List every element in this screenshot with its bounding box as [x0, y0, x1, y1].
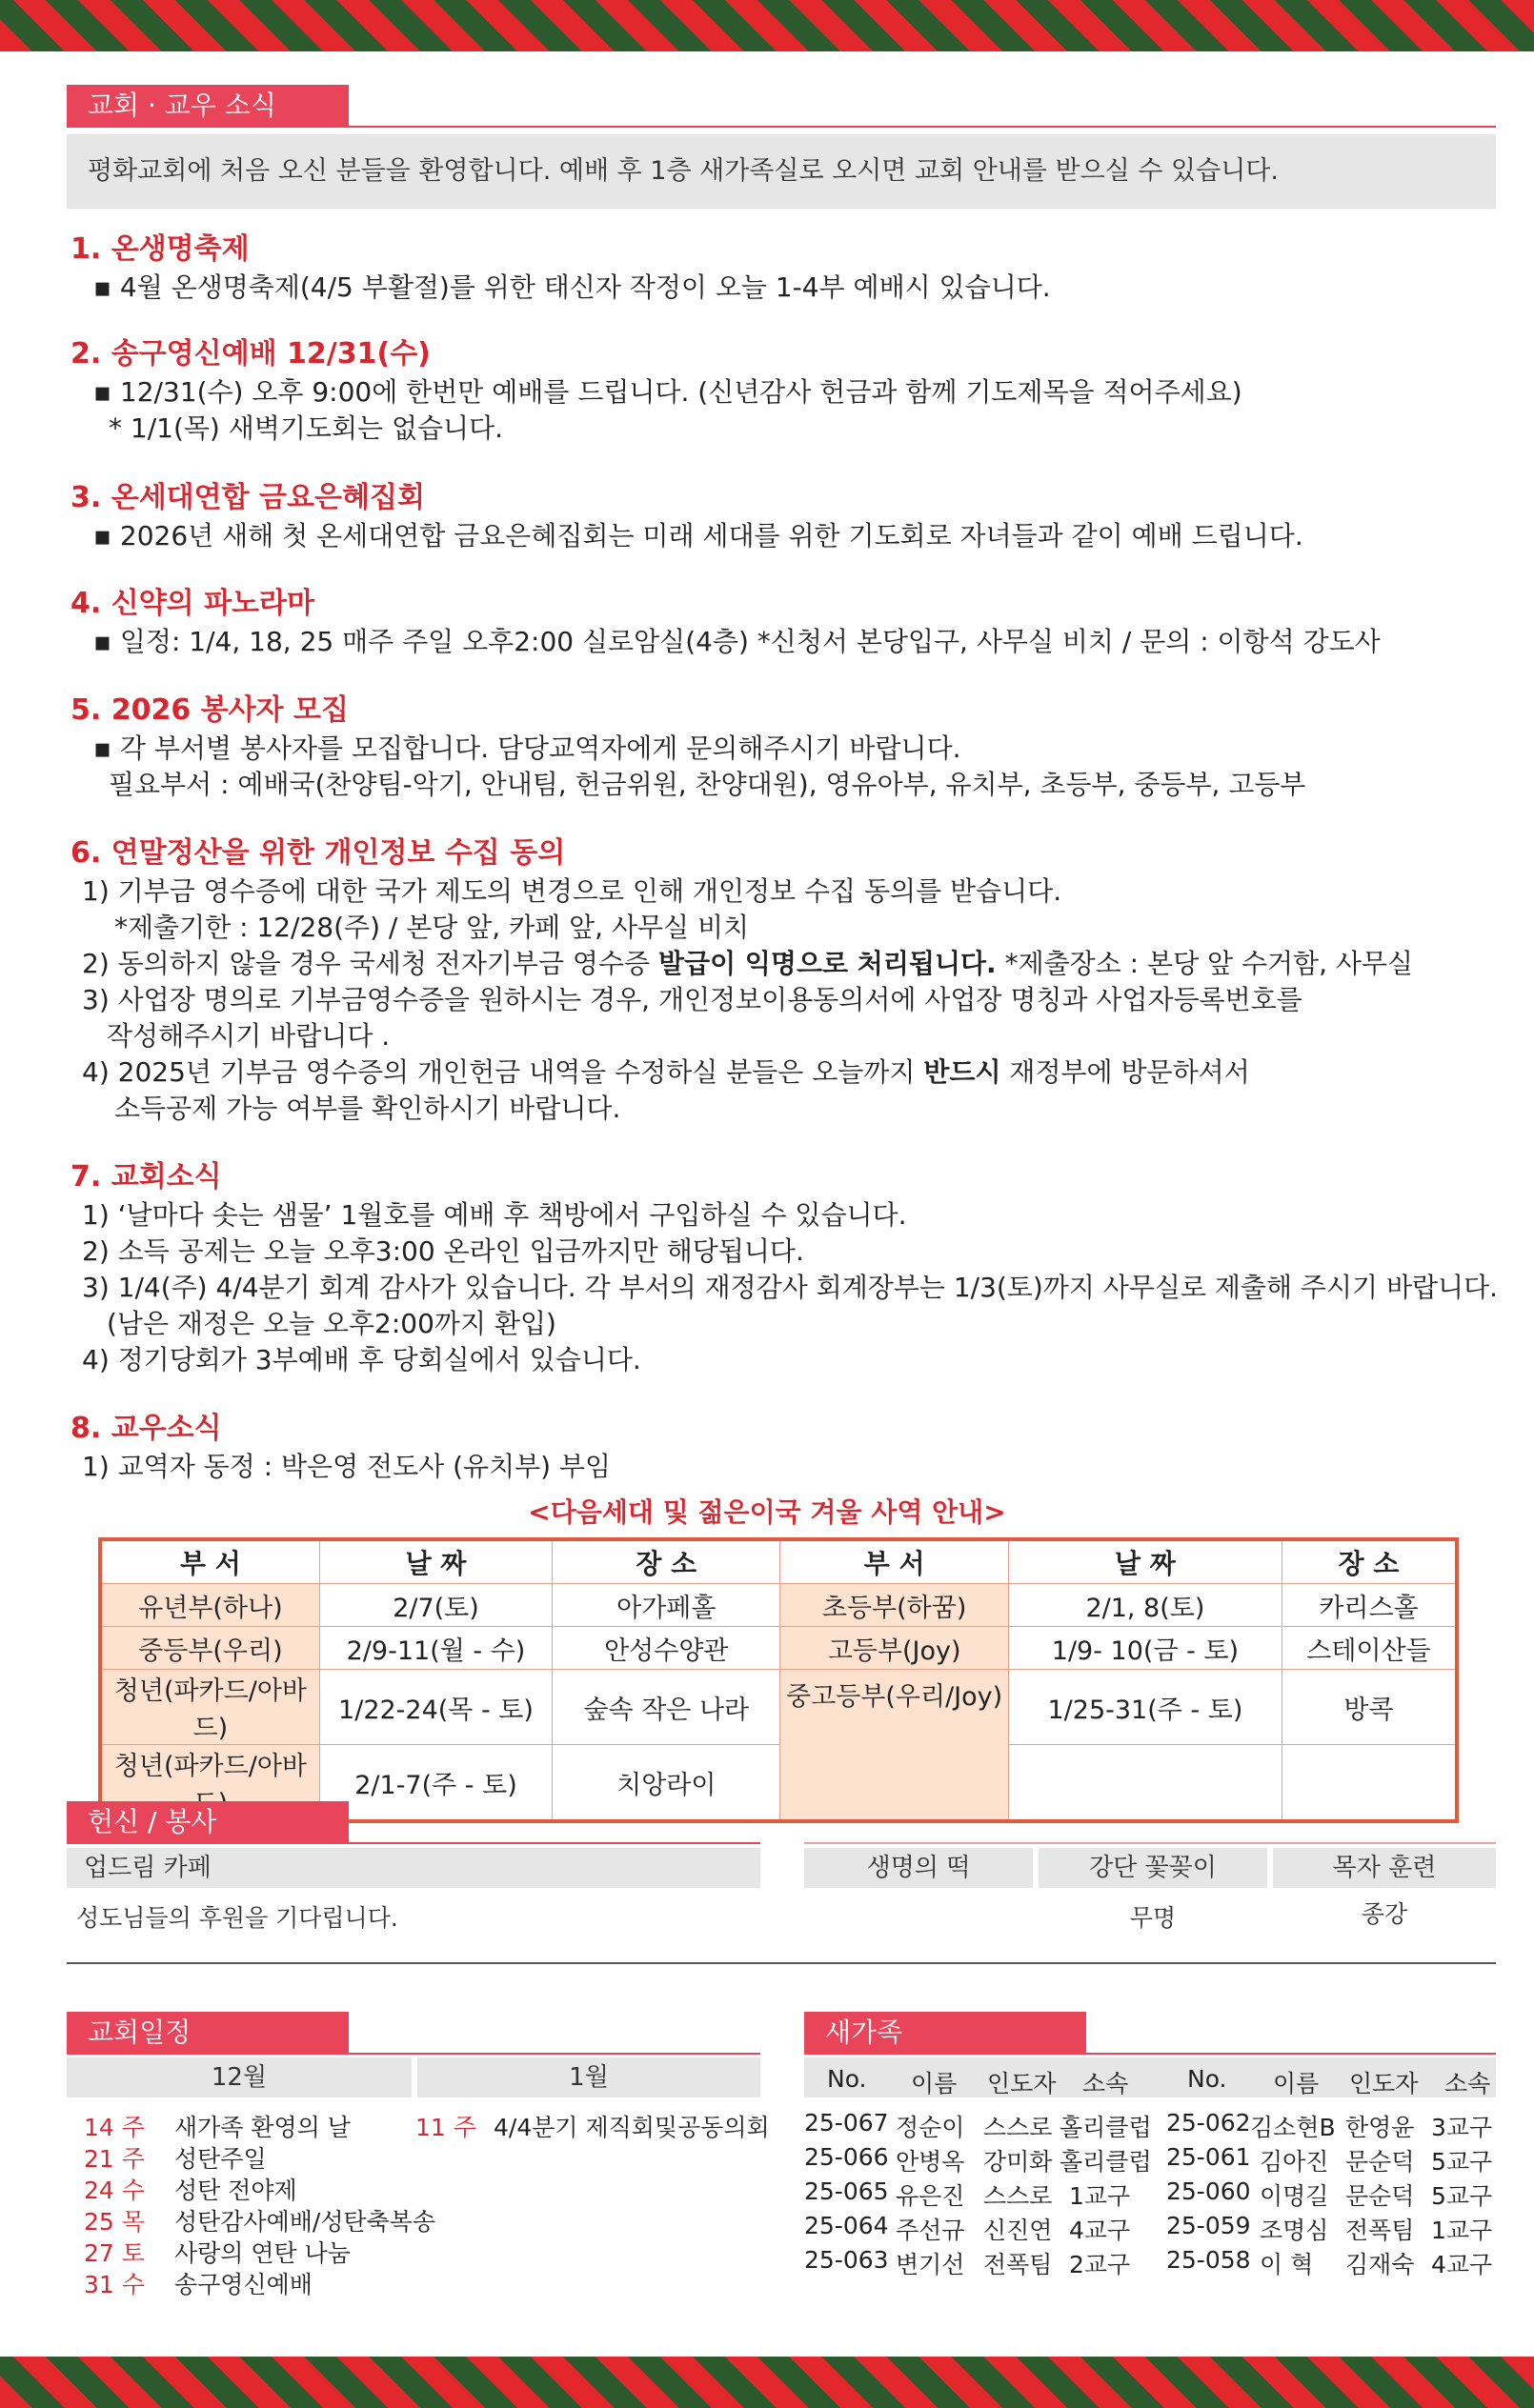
- section-2-note: * 1/1(목) 새벽기도회는 없습니다.: [109, 412, 504, 444]
- service-right-divider: [804, 1842, 1496, 1844]
- church-news-tag: 교회 · 교우 소식: [67, 85, 349, 127]
- header-date: 날 짜: [1008, 1539, 1282, 1584]
- table-row: 25-067 정순이 스스로 홀리클럽 25-062 김소현B 한영윤 3교구: [804, 2109, 1493, 2141]
- section-2-title: 2. 송구영신예배 12/31(수): [71, 337, 431, 371]
- new-family-header-row: No. 이름 인도자 소속 No. 이름 인도자 소속: [827, 2065, 1491, 2097]
- dept-cell: 유년부(하나): [100, 1584, 319, 1627]
- winter-schedule-title: <다음세대 및 젊은이국 겨울 사역 안내>: [528, 1496, 1006, 1528]
- section-6-line-2: 2) 동의하지 않을 경우 국세청 전자기부금 영수증 발급이 익명으로 처리됩니다. *제출장소 : 본당 앞 수거함, 사무실: [82, 948, 1414, 979]
- section-7-title: 7. 교회소식: [71, 1160, 222, 1194]
- calendar-item: 24 수 성탄 전야제: [84, 2177, 297, 2204]
- section-6-line-4b: 소득공제 가능 여부를 확인하시기 바랍니다.: [114, 1093, 621, 1124]
- section-2-line: ▪ 12/31(수) 오후 9:00에 한번만 예배를 드립니다. (신년감사 헌금과 함께 기도제목을 적어주세요): [93, 376, 1242, 408]
- service-divider: [67, 1842, 760, 1844]
- top-stripe-border: [0, 0, 1534, 51]
- section-1-title: 1. 온생명축제: [71, 232, 250, 266]
- welcome-banner: 평화교회에 처음 오신 분들을 환영합니다. 예배 후 1층 새가족실로 오시면 교회 안내를 받으실 수 있습니다.: [67, 134, 1496, 209]
- dept-cell: 청년(파카드/아바드): [100, 1670, 319, 1745]
- bottom-stripe-border: [0, 2357, 1534, 2408]
- table-header-row: [100, 1539, 1457, 1584]
- calendar-item: 27 토 사랑의 연탄 나눔: [84, 2239, 351, 2267]
- header-place: 장 소: [553, 1539, 780, 1584]
- section-5-title: 5. 2026 봉사자 모집: [71, 693, 349, 727]
- section-7-line-3: 3) 1/4(주) 4/4분기 회계 감사가 있습니다. 각 부서의 재정감사 회계장부는 1/3(토)까지 사무실로 제출해 주시기 바랍니다.: [82, 1272, 1499, 1303]
- section-3-title: 3. 온세대연합 금요은혜집회: [71, 481, 425, 514]
- place-cell: 아가페홀: [553, 1584, 780, 1627]
- dept-cell: 중고등부(우리/Joy): [780, 1670, 1008, 1822]
- table-row: [100, 1670, 1457, 1745]
- table-row: 25-066 안병옥 강미화 홀리클럽 25-061 김아진 문순덕 5교구: [804, 2143, 1493, 2176]
- section-4-line: ▪ 일정: 1/4, 18, 25 매주 주일 오후2:00 실로암실(4층) *신청서 본당입구, 사무실 비치 / 문의 : 이항석 강도사: [93, 626, 1381, 657]
- section-4-title: 4. 신약의 파노라마: [71, 587, 315, 620]
- table-row: 25-064 주선규 신진연 4교구 25-059 조명심 전폭팀 1교구: [804, 2212, 1493, 2244]
- december-header: 12월: [67, 2057, 412, 2097]
- calendar-item: 25 목 성탄감사예배/성탄축복송: [84, 2208, 436, 2236]
- bread-of-life-header: 생명의 떡: [804, 1848, 1033, 1888]
- section-8-title: 8. 교우소식: [71, 1412, 222, 1445]
- date-cell: 2/7(토): [319, 1584, 552, 1627]
- dept-cell: 중등부(우리): [100, 1627, 319, 1670]
- calendar-item: 31 수 송구영신예배: [84, 2271, 313, 2298]
- header-dept: 부 서: [100, 1539, 319, 1584]
- calendar-item: 11 주 4/4분기 제직회및공동의회: [415, 2114, 770, 2141]
- section-6-line-1: 1) 기부금 영수증에 대한 국가 제도의 변경으로 인해 개인정보 수집 동의를 받습니다.: [82, 875, 1062, 907]
- place-cell: 치앙라이: [553, 1745, 780, 1822]
- section-1-line: ▪ 4월 온생명축제(4/5 부활절)를 위한 태신자 작정이 오늘 1-4부 예배시 있습니다.: [93, 271, 1051, 303]
- section-7-line-1: 1) ‘날마다 솟는 샘물’ 1월호를 예배 후 책방에서 구입하실 수 있습니다.: [82, 1199, 907, 1231]
- section-5-line: ▪ 각 부서별 봉사자를 모집합니다. 담당교역자에게 문의해주시기 바랍니다.: [93, 732, 961, 764]
- shepherd-training-header: 목자 훈련: [1273, 1848, 1496, 1888]
- section-separator: [67, 1962, 1496, 1964]
- section-7-line-3b: (남은 재정은 오늘 오후2:00까지 환입): [107, 1308, 556, 1339]
- winter-schedule-table: [98, 1537, 1459, 1823]
- place-cell: 카리스홀: [1282, 1584, 1457, 1627]
- place-cell: 스테이산들: [1282, 1627, 1457, 1670]
- section-3-line: ▪ 2026년 새해 첫 온세대연합 금요은혜집회는 미래 세대를 위한 기도회로 자녀들과 같이 예배 드립니다.: [93, 520, 1303, 552]
- dept-cell: 고등부(Joy): [780, 1627, 1008, 1670]
- table-row: [100, 1627, 1457, 1670]
- new-family-divider: [804, 2053, 1496, 2055]
- new-family-tag: 새가족: [804, 2012, 1086, 2054]
- section-6-line-3: 3) 사업장 명의로 기부금영수증을 원하시는 경우, 개인정보이용동의서에 사업장 명칭과 사업자등록번호를: [82, 984, 1302, 1015]
- calendar-divider: [67, 2053, 760, 2055]
- church-news-divider: [67, 126, 1496, 128]
- dept-cell: 초등부(하꿈): [780, 1584, 1008, 1627]
- calendar-item: 21 주 성탄주일: [84, 2145, 267, 2173]
- header-date: 날 짜: [319, 1539, 552, 1584]
- dept-cell: 청년(파카드/아바: [100, 1745, 319, 1822]
- date-cell: 2/1-7(주 - 토): [319, 1745, 552, 1822]
- section-7-line-2: 2) 소득 공제는 오늘 오후3:00 온라인 입금까지만 해당됩니다.: [82, 1235, 804, 1267]
- calendar-tag: 교회일정: [67, 2012, 349, 2054]
- cafe-text: 성도님들의 후원을 기다립니다.: [76, 1904, 398, 1932]
- calendar-item: 14 주 새가족 환영의 날: [84, 2114, 351, 2141]
- section-6-deadline: *제출기한 : 12/28(주) / 본당 앞, 카페 앞, 사무실 비치: [114, 912, 750, 943]
- cafe-header: 업드림 카페: [67, 1848, 760, 1888]
- service-tag: 헌신 / 봉사: [67, 1801, 349, 1843]
- place-cell: 안성수양관: [553, 1627, 780, 1670]
- date-cell: 1/9- 10(금 - 토): [1008, 1627, 1282, 1670]
- date-cell: 2/1, 8(토): [1008, 1584, 1282, 1627]
- shepherd-training-value: 종강: [1361, 1900, 1408, 1928]
- section-5-depts: 필요부서 : 예배국(찬양팀-악기, 안내팀, 헌금위원, 찬양대원), 영유아부, 유치부, 초등부, 중등부, 고등부: [109, 769, 1306, 800]
- date-cell: [1008, 1745, 1282, 1822]
- section-7-line-4: 4) 정기당회가 3부예배 후 당회실에서 있습니다.: [82, 1344, 641, 1375]
- place-cell: 숲속 작은 나라: [553, 1670, 780, 1745]
- table-row: 25-063 변기선 전폭팀 2교구 25-058 이 혁 김재숙 4교구: [804, 2246, 1493, 2278]
- january-header: 1월: [417, 2057, 760, 2097]
- section-8-line: 1) 교역자 동정 : 박은영 전도사 (유치부) 부임: [82, 1451, 612, 1482]
- date-cell: 1/22-24(목 - 토): [319, 1670, 552, 1745]
- date-cell: 1/25-31(주 - 토): [1008, 1670, 1282, 1745]
- section-6-line-3b: 작성해주시기 바랍니다 .: [107, 1020, 391, 1052]
- section-6-must-emphasis: 반드시: [923, 1056, 1001, 1088]
- section-6-anonymous-emphasis: 발급이 익명으로 처리됩니다.: [657, 948, 997, 979]
- table-row: [100, 1584, 1457, 1627]
- table-row: 25-065 유은진 스스로 1교구 25-060 이명길 문순덕 5교구: [804, 2177, 1493, 2210]
- date-cell: 2/9-11(월 - 수): [319, 1627, 552, 1670]
- section-6-title: 6. 연말정산을 위한 개인정보 수집 동의: [71, 836, 566, 870]
- header-dept: 부 서: [780, 1539, 1008, 1584]
- altar-flower-header: 강단 꽃꽂이: [1039, 1848, 1267, 1888]
- place-cell: [1282, 1745, 1457, 1822]
- altar-flower-value: 무명: [1129, 1904, 1177, 1932]
- header-place: 장 소: [1282, 1539, 1457, 1584]
- section-6-line-4: 4) 2025년 기부금 영수증의 개인헌금 내역을 수정하실 분들은 오늘까지 반드시 재정부에 방문하셔서: [82, 1056, 1250, 1088]
- place-cell: 방콕: [1282, 1670, 1457, 1745]
